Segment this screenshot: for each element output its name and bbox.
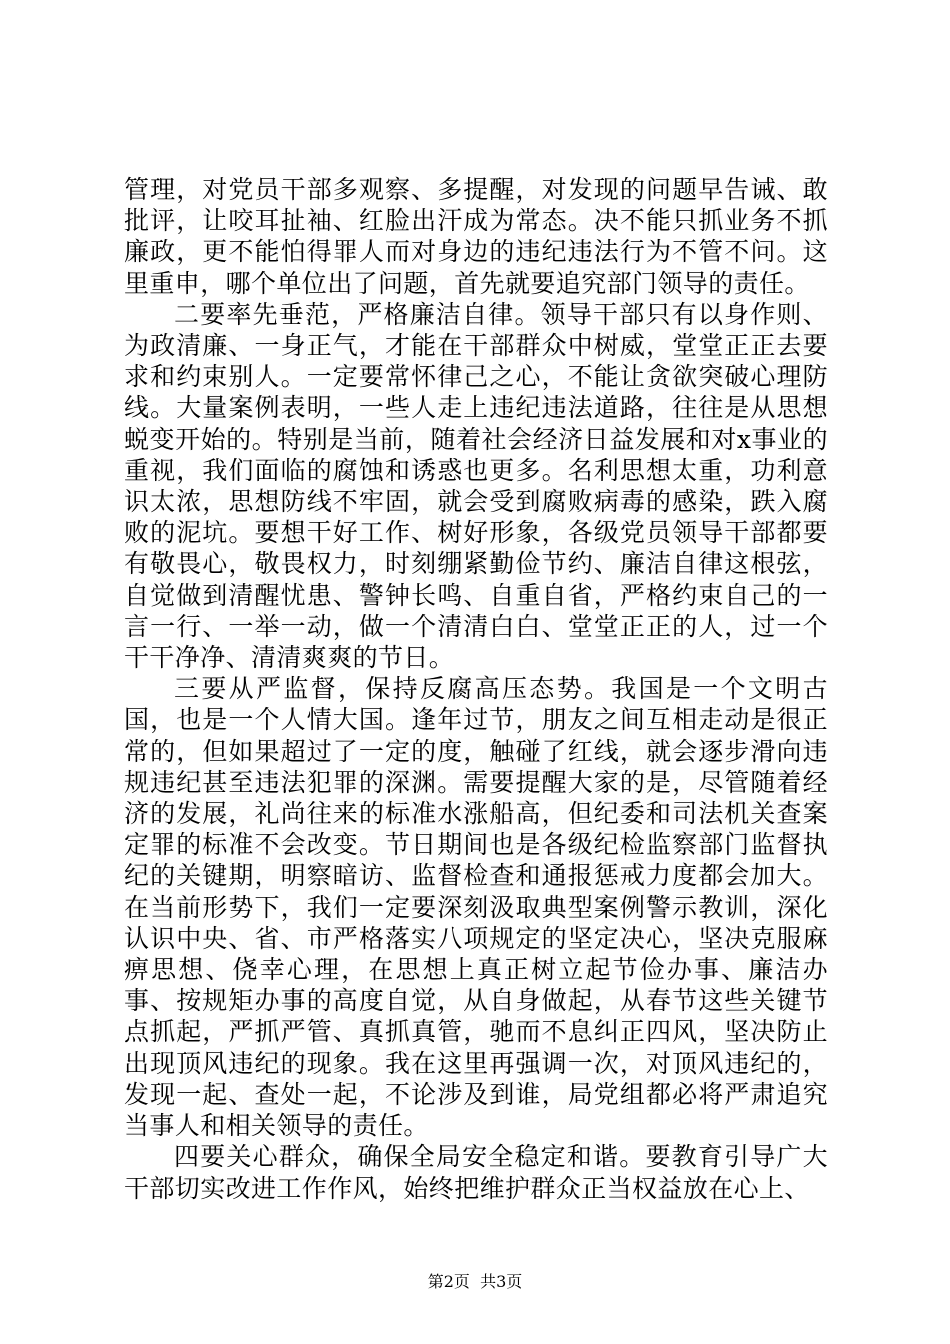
body-text bbox=[124, 174, 828, 1204]
paragraph-3: 三要从严监督，保持反腐高压态势。我国是一个文明古国，也是一个人情大国。逢年过节，朋友之间互相走动是很正常的，但如果超过了一定的度，触碰了红线，就会逐步滑向违规违纪甚至违法犯罪的深渊。需要提醒大家的是，尽管随着经济的发展，礼尚往来的标准水涨船高，但纪委和司法机关查案定罪的标准不会改变。节日期间也是各级纪检监察部门监督执纪的关键期，明察暗访、监督检查和通报惩戒力度都会加大。在当前形势下，我们一定要深刻汲取典型案例警示教训，深化认识中央、省、市严格落实八项规定的坚定决心，坚决克服麻痹思想、侥幸心理，在思想上真正树立起节俭办事、廉洁办事、按规矩办事的高度自觉，从自身做起，从春节这些关键节点抓起，严抓严管、真抓真管，驰而不息纠正四风，坚决防止出现顶风违纪的现象。我在这里再强调一次，对顶风违纪的，发现一起、查处一起，不论涉及到谁，局党组都必将严肃追究当事人和相关领导的责任。 bbox=[124, 674, 828, 1141]
paragraph-2: 二要率先垂范，严格廉洁自律。领导干部只有以身作则、为政清廉、一身正气，才能在干部群众中树威，堂堂正正去要求和约束别人。一定要常怀律己之心，不能让贪欲突破心理防线。大量案例表明，一些人走上违纪违法道路，往往是从思想蜕变开始的。特别是当前，随着社会经济日益发展和对x事业的重视，我们面临的腐蚀和诱惑也更多。名利思想太重，功利意识太浓，思想防线不牢固，就会受到腐败病毒的感染，跌入腐败的泥坑。要想干好工作、树好形象，各级党员领导干部都要有敬畏心，敬畏权力，时刻绷紧勤俭节约、廉洁自律这根弦，自觉做到清醒忧患、警钟长鸣、自重自省，严格约束自己的一言一行、一举一动，做一个清清白白、堂堂正正的人，过一个干干净净、清清爽爽的节日。 bbox=[124, 299, 828, 673]
page-number-footer: 第2页 共3页 bbox=[427, 1272, 523, 1291]
paragraph-1: 管理，对党员干部多观察、多提醒，对发现的问题早告诫、敢批评，让咬耳扯袖、红脸出汗成为常态。决不能只抓业务不抓廉政，更不能怕得罪人而对身边的违纪违法行为不管不问。这里重申，哪个单位出了问题，首先就要追究部门领导的责任。 bbox=[124, 175, 828, 298]
paragraph-4: 四要关心群众，确保全局安全稳定和谐。要教育引导广大干部切实改进工作作风，始终把维护群众正当权益放在心上、 bbox=[124, 1142, 828, 1203]
